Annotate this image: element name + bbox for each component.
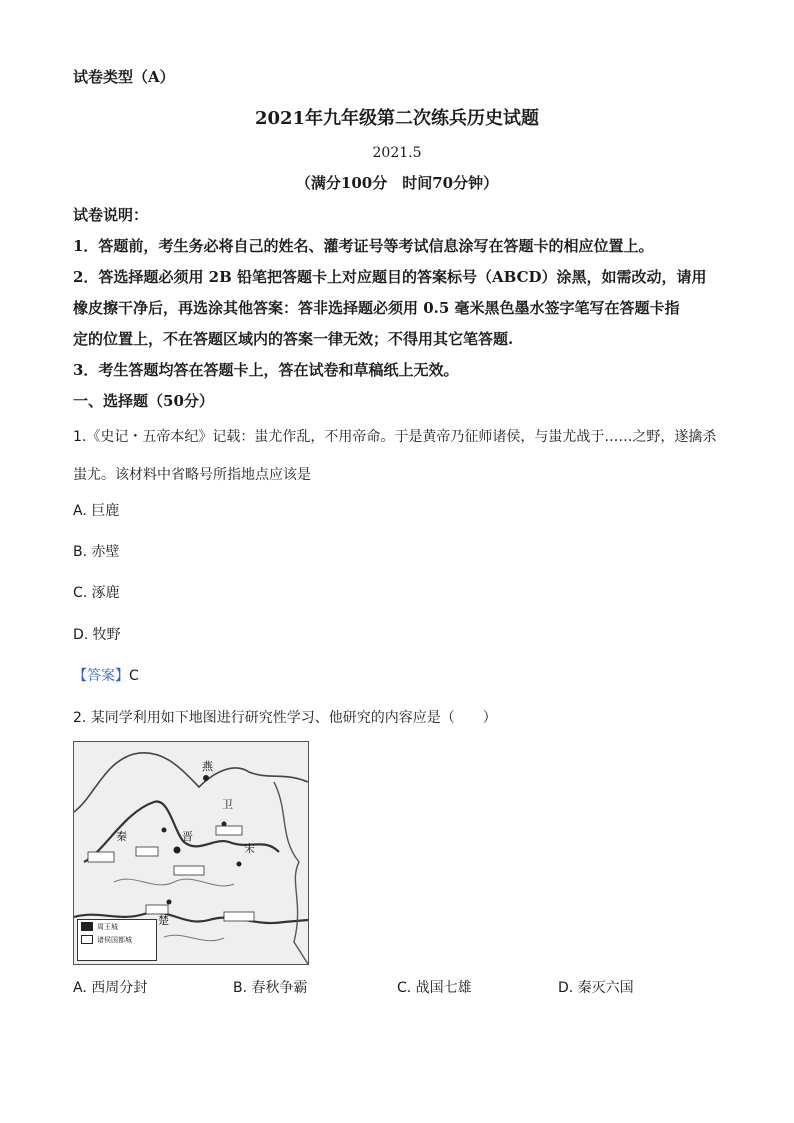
question-1-stem-cont: 蚩尤。该材料中省略号所指地点应该是	[73, 467, 311, 483]
legend-swatch-icon	[81, 922, 93, 931]
question-2-option-a: A. 西周分封	[73, 980, 148, 996]
exam-date: 2021.5	[372, 145, 422, 161]
legend-row	[78, 920, 156, 933]
answer-value: C	[129, 668, 139, 684]
answer-tag: 【答案】	[73, 668, 129, 684]
instructions-heading: 试卷说明：	[73, 206, 149, 224]
map-label-yan: 燕	[202, 760, 213, 773]
question-1-option-d: D. 牧野	[73, 627, 121, 643]
question-2-option-c: C. 战国七雄	[397, 980, 472, 996]
question-1-option-c: C. 涿鹿	[73, 585, 120, 601]
section-heading: 一、选择题（50分）	[73, 392, 214, 410]
instruction-line: 2．答选择题必须用 2B 铅笔把答题卡上对应题目的答案标号（ABCD）涂黑，如需改动，请用	[73, 268, 707, 286]
instruction-line: 1．答题前，考生务必将自己的姓名、灌考证号等考试信息涂写在答题卡的相应位置上。	[73, 237, 654, 255]
map-label-qin: 秦	[116, 830, 127, 843]
question-2-stem: 2. 某同学利用如下地图进行研究性学习、他研究的内容应是（ ）	[73, 710, 497, 726]
legend-row	[78, 933, 156, 946]
question-1-answer	[73, 665, 139, 685]
spring-autumn-map	[73, 741, 309, 965]
map-legend	[77, 919, 157, 961]
question-1-option-a: A. 巨鹿	[73, 503, 120, 519]
question-2-option-b: B. 春秋争霸	[233, 980, 308, 996]
question-2-option-d: D. 秦灭六国	[558, 980, 634, 996]
exam-type-label: 试卷类型（A）	[73, 68, 175, 86]
map-label-song: 宋	[244, 842, 255, 855]
instruction-line: 定的位置上，不在答题区域内的答案一律无效；不得用其它笔答题.	[73, 330, 514, 348]
page-title: 2021年九年级第二次练兵历史试题	[254, 108, 540, 129]
question-1-option-b: B. 赤壁	[73, 544, 120, 560]
legend-swatch-icon	[81, 935, 93, 944]
map-label-jin: 晋	[182, 830, 193, 843]
legend-label: 诸侯国都城	[97, 935, 132, 944]
instruction-line: 橡皮擦干净后，再选涂其他答案：答非选择题必须用 0.5 毫米黑色墨水签字笔写在答题卡指	[73, 299, 680, 317]
question-1-stem: 1.《史记・五帝本纪》记载：蚩尤作乱，不用帝命。于是黄帝乃征师诸侯，与蚩尤战于……之野，遂擒杀	[73, 429, 717, 445]
instruction-line: 3．考生答题均答在答题卡上，答在试卷和草稿纸上无效。	[73, 361, 459, 379]
map-label-chu: 楚	[158, 914, 169, 927]
score-time: （满分100分 时间70分钟）	[295, 174, 499, 192]
map-label-wei: 卫	[222, 798, 233, 811]
legend-label: 周王城	[97, 922, 118, 931]
